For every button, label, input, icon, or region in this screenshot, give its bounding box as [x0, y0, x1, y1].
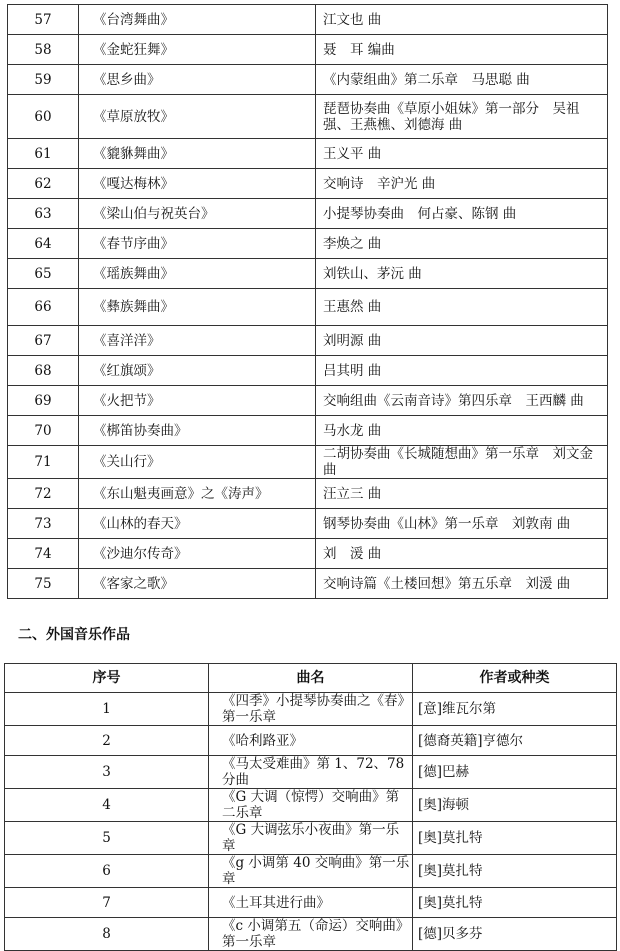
row-title: 《G 大调弦乐小夜曲》第一乐章 [209, 822, 413, 855]
row-number: 59 [8, 65, 79, 95]
row-composer: 交响诗 辛沪光 曲 [316, 169, 608, 199]
row-number: 60 [8, 95, 79, 139]
table-row [8, 259, 608, 289]
table-row [8, 229, 608, 259]
row-title: 《东山魁夷画意》之《涛声》 [79, 479, 316, 509]
row-composer: 钢琴协奏曲《山林》第一乐章 刘敦南 曲 [316, 509, 608, 539]
row-title: 《梁山伯与祝英台》 [79, 199, 316, 229]
table-row [8, 326, 608, 356]
table-row [8, 479, 608, 509]
row-number: 5 [5, 822, 209, 855]
row-number: 71 [8, 446, 79, 479]
header-number: 序号 [5, 664, 209, 693]
table-header-row [5, 664, 617, 693]
table-row [5, 726, 617, 756]
row-number: 6 [5, 855, 209, 888]
header-title: 曲名 [209, 664, 413, 693]
row-number: 62 [8, 169, 79, 199]
table-row [8, 169, 608, 199]
row-composer: 交响诗篇《土楼回想》第五乐章 刘湲 曲 [316, 569, 608, 599]
row-title: 《四季》小提琴协奏曲之《春》第一乐章 [209, 693, 413, 726]
row-number: 68 [8, 356, 79, 386]
row-composer: [奥]莫扎特 [413, 888, 617, 918]
row-composer: 吕其明 曲 [316, 356, 608, 386]
table-row [5, 693, 617, 726]
row-number: 75 [8, 569, 79, 599]
row-number: 3 [5, 756, 209, 789]
row-composer: 李焕之 曲 [316, 229, 608, 259]
table-row [8, 509, 608, 539]
table-row [8, 569, 608, 599]
row-number: 74 [8, 539, 79, 569]
table-row [5, 822, 617, 855]
row-title: 《台湾舞曲》 [79, 5, 316, 35]
row-title: 《思乡曲》 [79, 65, 316, 95]
row-title: 《g 小调第 40 交响曲》第一乐章 [209, 855, 413, 888]
table-row [8, 65, 608, 95]
row-number: 70 [8, 416, 79, 446]
row-number: 72 [8, 479, 79, 509]
table-row [8, 95, 608, 139]
table-row [8, 539, 608, 569]
row-number: 64 [8, 229, 79, 259]
row-title: 《客家之歌》 [79, 569, 316, 599]
row-composer: [德裔英籍]亨德尔 [413, 726, 617, 756]
row-title: 《c 小调第五（命运）交响曲》第一乐章 [209, 918, 413, 951]
row-number: 8 [5, 918, 209, 951]
row-title: 《金蛇狂舞》 [79, 35, 316, 65]
row-title: 《土耳其进行曲》 [209, 888, 413, 918]
row-number: 1 [5, 693, 209, 726]
row-title: 《G 大调（惊愕）交响曲》第二乐章 [209, 789, 413, 822]
row-number: 2 [5, 726, 209, 756]
table-row [5, 888, 617, 918]
row-composer: 江文也 曲 [316, 5, 608, 35]
row-number: 58 [8, 35, 79, 65]
row-title: 《沙迪尔传奇》 [79, 539, 316, 569]
row-title: 《火把节》 [79, 386, 316, 416]
row-title: 《嘎达梅林》 [79, 169, 316, 199]
table-row [8, 446, 608, 479]
row-number: 7 [5, 888, 209, 918]
row-composer: 《内蒙组曲》第二乐章 马思聪 曲 [316, 65, 608, 95]
table-row [8, 35, 608, 65]
row-title: 《红旗颂》 [79, 356, 316, 386]
row-number: 61 [8, 139, 79, 169]
row-title: 《瑶族舞曲》 [79, 259, 316, 289]
table-row [5, 789, 617, 822]
row-composer: 二胡协奏曲《长城随想曲》第一乐章 刘文金 曲 [316, 446, 608, 479]
row-title: 《彝族舞曲》 [79, 289, 316, 326]
row-number: 66 [8, 289, 79, 326]
table-row [5, 855, 617, 888]
row-composer: 王义平 曲 [316, 139, 608, 169]
header-composer: 作者或种类 [413, 664, 617, 693]
table-row [8, 5, 608, 35]
row-composer: [奥]莫扎特 [413, 855, 617, 888]
table-row [8, 199, 608, 229]
row-title: 《关山行》 [79, 446, 316, 479]
row-composer: 刘 湲 曲 [316, 539, 608, 569]
row-number: 73 [8, 509, 79, 539]
section-heading: 二、外国音乐作品 [18, 627, 130, 643]
row-composer: [德]巴赫 [413, 756, 617, 789]
row-composer: 琵琶协奏曲《草原小姐妹》第一部分 吴祖强、王燕樵、刘德海 曲 [316, 95, 608, 139]
row-composer: [奥]海顿 [413, 789, 617, 822]
row-composer: [意]维瓦尔第 [413, 693, 617, 726]
row-number: 4 [5, 789, 209, 822]
row-composer: 王惠然 曲 [316, 289, 608, 326]
row-composer: [德]贝多芬 [413, 918, 617, 951]
table-row [8, 386, 608, 416]
row-composer: 马水龙 曲 [316, 416, 608, 446]
row-composer: 汪立三 曲 [316, 479, 608, 509]
table-row [8, 356, 608, 386]
row-composer: 小提琴协奏曲 何占豪、陈钢 曲 [316, 199, 608, 229]
row-title: 《喜洋洋》 [79, 326, 316, 356]
row-number: 67 [8, 326, 79, 356]
row-title: 《马太受难曲》第 1、72、78 分曲 [209, 756, 413, 789]
row-composer: 刘明源 曲 [316, 326, 608, 356]
table-row [8, 139, 608, 169]
row-number: 65 [8, 259, 79, 289]
row-composer: 刘铁山、茅沅 曲 [316, 259, 608, 289]
row-composer: 聂 耳 编曲 [316, 35, 608, 65]
table-row [5, 756, 617, 789]
row-title: 《梆笛协奏曲》 [79, 416, 316, 446]
row-title: 《貔貅舞曲》 [79, 139, 316, 169]
row-number: 69 [8, 386, 79, 416]
table-row [8, 416, 608, 446]
row-composer: 交响组曲《云南音诗》第四乐章 王西麟 曲 [316, 386, 608, 416]
foreign-works-table [4, 663, 617, 951]
row-title: 《哈利路亚》 [209, 726, 413, 756]
row-title: 《草原放牧》 [79, 95, 316, 139]
row-title: 《山林的春天》 [79, 509, 316, 539]
row-number: 57 [8, 5, 79, 35]
table-row [8, 289, 608, 326]
row-composer: [奥]莫扎特 [413, 822, 617, 855]
table-row [5, 918, 617, 951]
chinese-works-table [7, 4, 608, 599]
row-title: 《春节序曲》 [79, 229, 316, 259]
row-number: 63 [8, 199, 79, 229]
